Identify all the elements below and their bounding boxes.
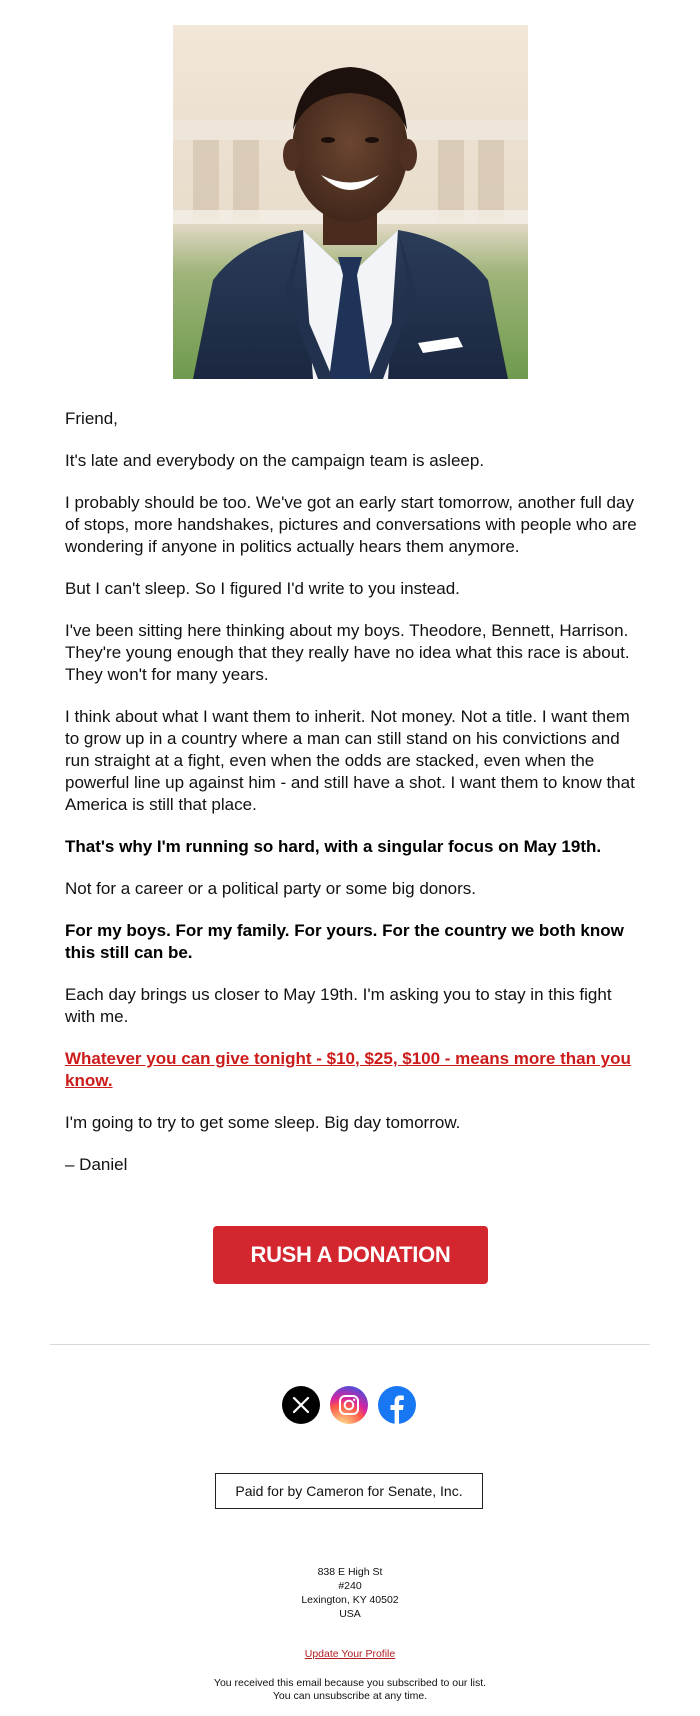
instagram-icon[interactable] [330, 1386, 368, 1424]
x-icon[interactable] [282, 1386, 320, 1424]
divider [50, 1344, 650, 1345]
address-line: Lexington, KY 40502 [301, 1594, 399, 1606]
address-line: #240 [338, 1580, 362, 1592]
rush-donation-button[interactable]: RUSH A DONATION [213, 1226, 488, 1284]
paragraph: But I can't sleep. So I figured I'd write to you instead. [65, 579, 460, 598]
candidate-photo [173, 25, 528, 379]
mailing-address [250, 1565, 450, 1621]
update-profile-link[interactable]: Update Your Profile [304, 1648, 396, 1660]
address-line: 838 E High St [317, 1566, 383, 1578]
social-links [282, 1386, 416, 1424]
paragraph: It's late and everybody on the campaign team is asleep. [65, 451, 485, 470]
paragraph: I probably should be too. We've got an early start tomorrow, another full day of stops, more handshakes, pictures and conversations with people who are wondering if anyone in politics actually hears them anymore. [65, 493, 637, 556]
paragraph: I think about what I want them to inherit. Not money. Not a title. I want them to grow up in a country where a man can still stand on his convictions and run straight at a fight, even when the odds are stacked, even when the powerful line up against him - and still have a shot. I want them to know that America is still that place. [65, 707, 635, 814]
paragraph: Not for a career or a political party or some big donors. [65, 879, 477, 898]
bold-paragraph: For my boys. For my family. For yours. For the country we both know this still can be. [65, 921, 624, 962]
paid-for-disclaimer: Paid for by Cameron for Senate, Inc. [215, 1473, 483, 1509]
greeting: Friend, [65, 409, 118, 428]
cta-paragraph [65, 1048, 645, 1092]
subscription-note [150, 1677, 550, 1703]
paragraph: I'm going to try to get some sleep. Big day tomorrow. [65, 1113, 461, 1132]
paragraph: I've been sitting here thinking about my boys. Theodore, Bennett, Harrison. They're young enough that they really have no idea what this race is about. They won't for many years. [65, 621, 630, 684]
facebook-icon[interactable] [378, 1386, 416, 1424]
bold-paragraph: That's why I'm running so hard, with a singular focus on May 19th. [65, 837, 602, 856]
signature: – Daniel [65, 1155, 128, 1174]
donation-amounts-link[interactable]: Whatever you can give tonight - $10, $25, $100 - means more than you know. [65, 1049, 631, 1090]
address-line: USA [339, 1608, 361, 1620]
paragraph: Each day brings us closer to May 19th. I'm asking you to stay in this fight with me. [65, 985, 612, 1026]
letter-body [65, 408, 645, 1176]
unsubscribe-note-line: You can unsubscribe at any time. [272, 1690, 428, 1702]
subscription-note-line: You received this email because you subscribed to our list. [213, 1677, 487, 1689]
